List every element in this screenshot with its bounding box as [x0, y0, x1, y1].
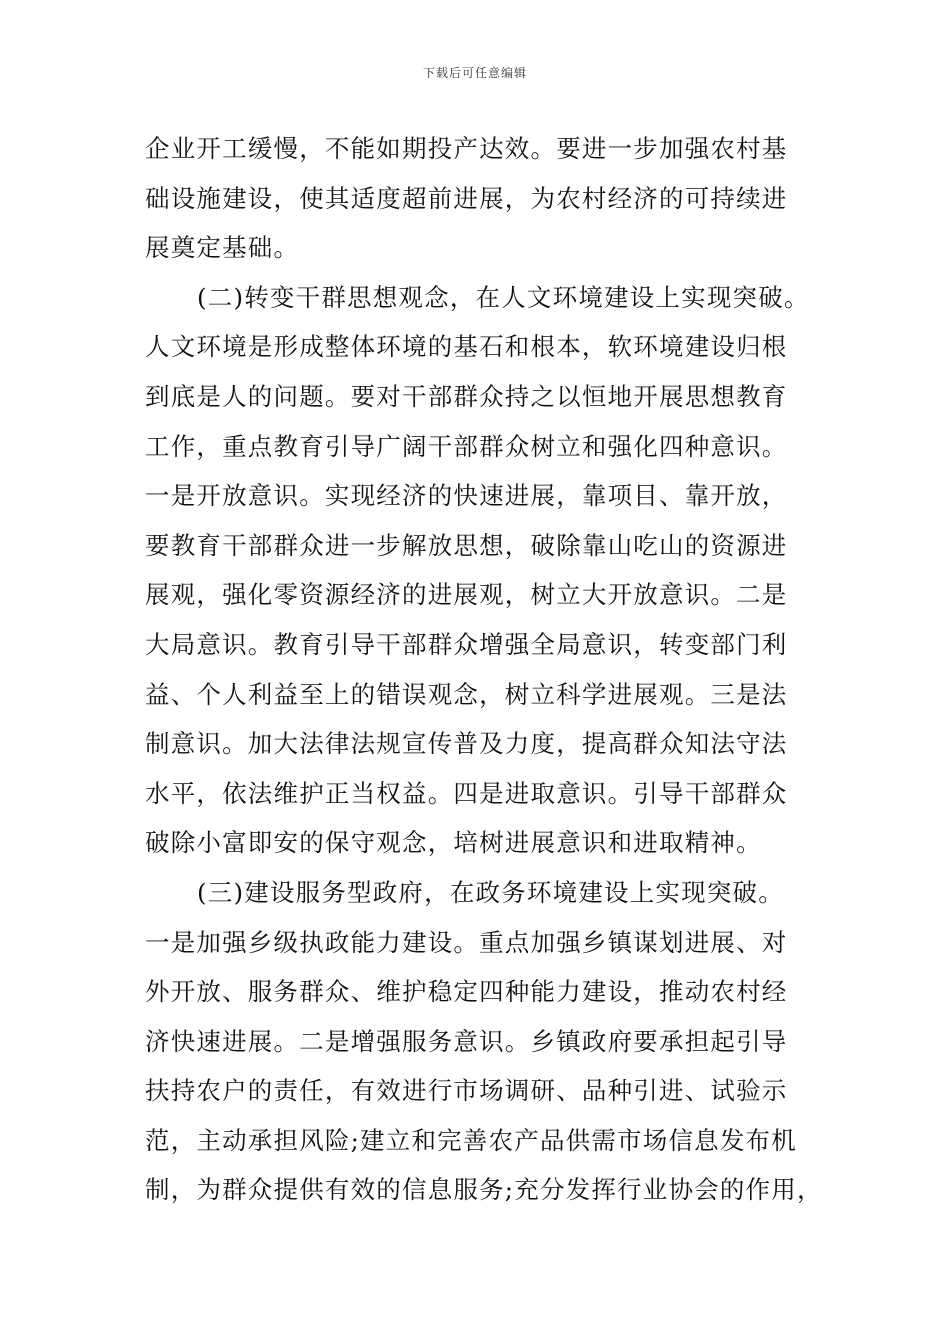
text-line: 一是加强乡级执政能力建设。重点加强乡镇谋划进展、对 — [145, 927, 788, 957]
text-line: 扶持农户的责任，有效进行市场调研、品种引进、试验示 — [145, 1076, 788, 1106]
document-body — [145, 124, 823, 1215]
text-line: 人文环境是形成整体环境的基石和根本，软环境建设归根 — [145, 332, 788, 362]
section-heading-three: (三)建设服务型政府，在政务环境建设上实现突破。 — [197, 877, 784, 907]
text-line: 础设施建设，使其适度超前进展，为农村经济的可持续进 — [145, 183, 788, 213]
text-line: 到底是人的问题。要对干部群众持之以恒地开展思想教育 — [145, 381, 788, 411]
text-line: 企业开工缓慢，不能如期投产达效。要进一步加强农村基 — [145, 134, 788, 163]
text-line: 破除小富即安的保守观念，培树进展意识和进取精神。 — [145, 828, 762, 858]
text-line: 济快速进展。二是增强服务意识。乡镇政府要承担起引导 — [145, 1026, 788, 1056]
text-line: 展观，强化零资源经济的进展观，树立大开放意识。二是 — [145, 580, 788, 610]
text-line: 工作，重点教育引导广阔干部群众树立和强化四种意识。 — [145, 431, 788, 461]
text-line: 展奠定基础。 — [145, 233, 300, 263]
text-line: 益、个人利益至上的错误观念，树立科学进展观。三是法 — [145, 679, 788, 709]
text-line: 制意识。加大法律法规宣传普及力度，提高群众知法守法 — [145, 729, 788, 759]
text-line: 范，主动承担风险;建立和完善农产品供需市场信息发布机 — [145, 1125, 797, 1155]
text-line: 制，为群众提供有效的信息服务;充分发挥行业协会的作用， — [145, 1175, 823, 1205]
page-header: 下载后可任意编辑 — [422, 66, 527, 80]
text-line: 一是开放意识。实现经济的快速进展，靠项目、靠开放， — [145, 481, 788, 511]
text-line: 外开放、服务群众、维护稳定四种能力建设，推动农村经 — [145, 977, 788, 1007]
section-heading-two: (二)转变干群思想观念，在人文环境建设上实现突破。 — [197, 282, 810, 312]
text-line: 要教育干部群众进一步解放思想，破除靠山吃山的资源进 — [145, 530, 788, 560]
text-line: 水平，依法维护正当权益。四是进取意识。引导干部群众 — [145, 778, 788, 808]
text-line: 大局意识。教育引导干部群众增强全局意识，转变部门利 — [145, 629, 788, 659]
